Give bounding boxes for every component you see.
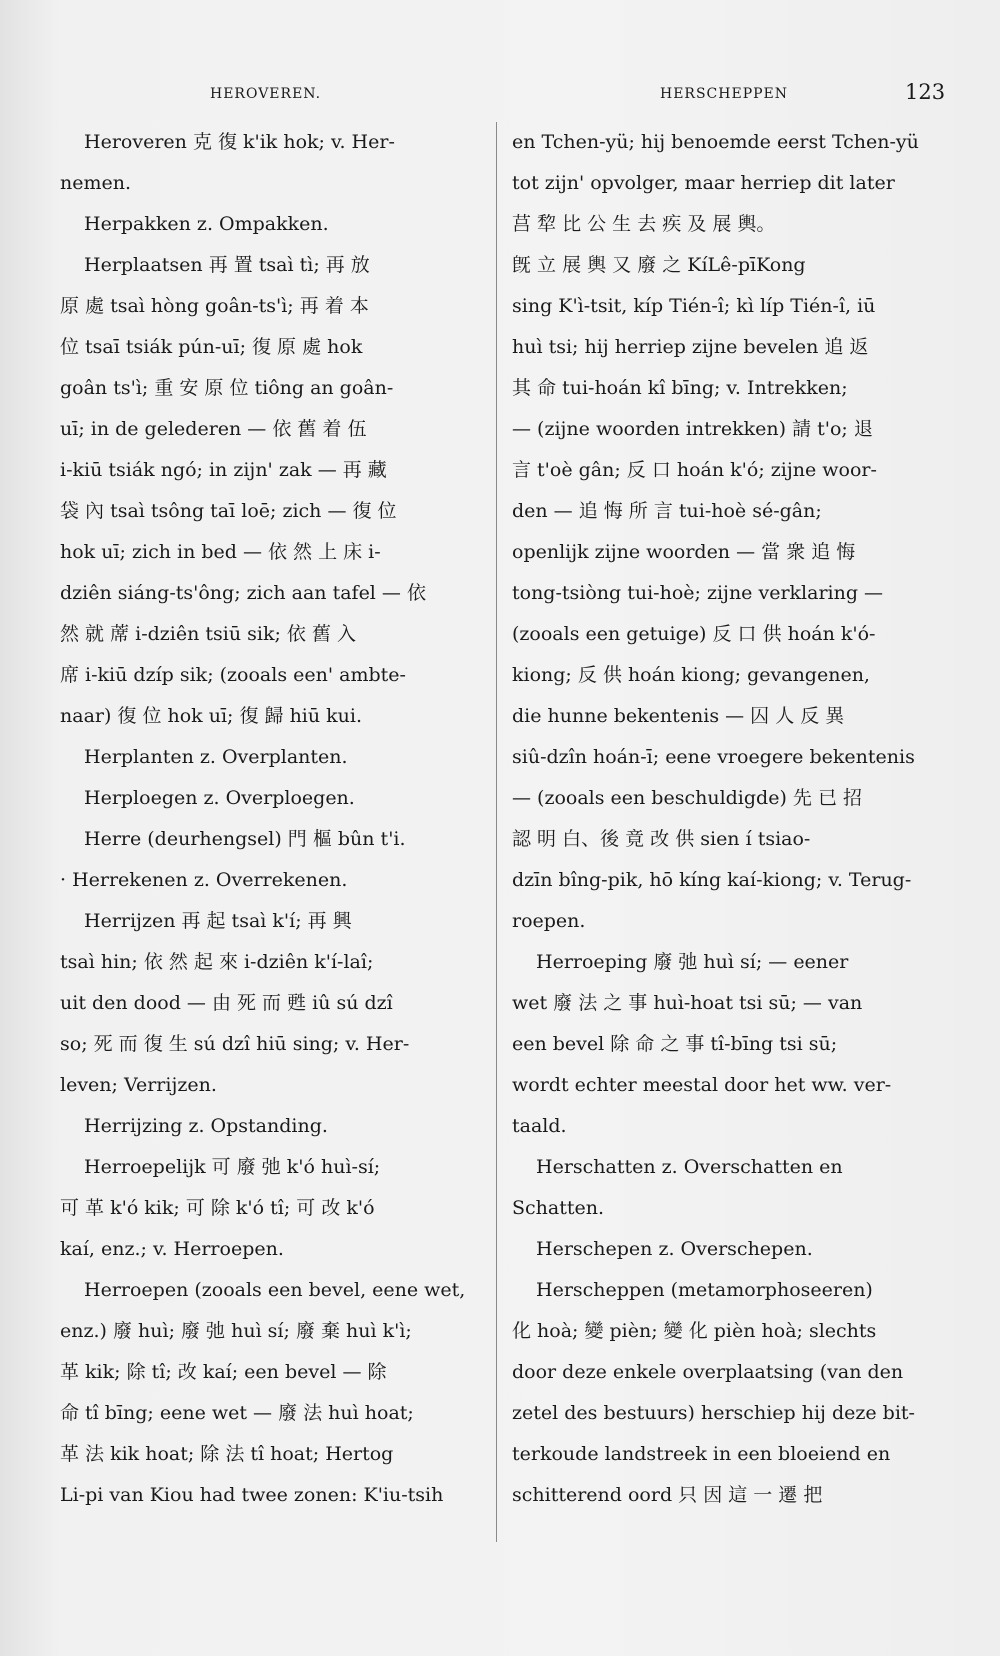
text-line: taald. [512,1115,567,1137]
text-line: Herpakken z. Ompakken. [84,213,329,235]
text-line: kiong; 反 供 hoán kiong; gevangenen, [512,664,870,686]
text-line: tot zijn' opvolger, maar herriep dit later [512,172,895,194]
text-line: uī; in de gelederen — 依 舊 着 伍 [60,418,367,440]
text-line: 其 命 tui-hoán kî bīng; v. Intrekken; [512,377,848,399]
text-line: dziên siáng-ts'ông; zich aan tafel — 依 [60,582,426,604]
text-line: sing K'ì-tsit, kíp Tién-î; kì líp Tién-î, iū [512,295,876,317]
text-line: 可 革 k'ó kik; 可 除 k'ó tî; 可 改 k'ó [60,1197,375,1219]
text-line: dzīn bîng-pik, hō kíng kaí-kiong; v. Terug- [512,869,912,891]
text-line: terkoude landstreek in een bloeiend en [512,1443,891,1465]
text-line: tsaì hin; 依 然 起 來 i-dziên k'í-laî; [60,951,374,973]
column-divider [496,122,497,1542]
text-line: nemen. [60,172,132,194]
text-line: enz.) 廢 huì; 廢 弛 huì sí; 廢 棄 huì k'ì; [60,1320,412,1342]
text-line: 袋 內 tsaì tsông taī loē; zich — 復 位 [60,500,397,522]
text-line: 位 tsaī tsiák pún-uī; 復 原 處 hok [60,336,363,358]
text-line: 言 t'oè gân; 反 口 hoán k'ó; zijne woor- [512,459,877,481]
text-line: Herroeping 廢 弛 huì sí; — eener [536,951,849,973]
text-line: goân ts'ì; 重 安 原 位 tiông an goân- [60,377,394,399]
text-line: Heroveren 克 復 k'ik hok; v. Her- [84,131,395,153]
text-line: den — 追 悔 所 言 tui-hoè sé-gân; [512,500,822,522]
text-line: i-kiū tsiák ngó; in zijn' zak — 再 藏 [60,459,387,481]
text-line: siû-dzîn hoán-ī; eene vroegere bekentenis [512,746,915,768]
text-line: wordt echter meestal door het ww. ver- [512,1074,892,1096]
text-line: Herrijzen 再 起 tsaì k'í; 再 興 [84,910,352,932]
text-line: Herploegen z. Overploegen. [84,787,355,809]
text-line: Herroepelijk 可 廢 弛 k'ó huì-sí; [84,1156,381,1178]
text-line: Herplaatsen 再 置 tsaì tì; 再 放 [84,254,370,276]
text-line: kaí, enz.; v. Herroepen. [60,1238,284,1260]
text-line: 化 hoà; 變 pièn; 變 化 pièn hoà; slechts [512,1320,877,1342]
text-line: Herschatten z. Overschatten en [536,1156,843,1178]
text-line: 然 就 蓆 i-dziên tsiū sik; 依 舊 入 [60,623,356,645]
text-line: — (zijne woorden intrekken) 請 t'o; 退 [512,418,873,440]
text-line: leven; Verrijzen. [60,1074,217,1096]
text-line: en Tchen-yü; hij benoemde eerst Tchen-yü [512,131,919,153]
text-line: Li-pi van Kiou had twee zonen: K'iu-tsih [60,1484,444,1506]
text-line: Schatten. [512,1197,605,1219]
text-line: 原 處 tsaì hòng goân-ts'ì; 再 着 本 [60,295,369,317]
text-line: so; 死 而 復 生 sú dzî hiū sing; v. Her- [60,1033,410,1055]
text-line: 莒 犂 比 公 生 去 疾 及 展 輿。 [512,213,776,235]
text-line: zetel des bestuurs) herschiep hij deze bit- [512,1402,915,1424]
text-line: roepen. [512,910,586,932]
text-line: Herscheppen (metamorphoseeren) [536,1279,873,1301]
header-left: HEROVEREN. [210,86,322,102]
text-line: (zooals een getuige) 反 口 供 hoán k'ó- [512,623,876,645]
text-line: uit den dood — 由 死 而 甦 iû sú dzî [60,992,393,1014]
text-line: 認 明 白、後 竟 改 供 sien í tsiao- [512,828,811,850]
text-line: Herre (deurhengsel) 門 樞 bûn t'i. [84,828,406,850]
text-line: 旣 立 展 輿 又 廢 之 KíLê-pīKong [512,254,806,276]
text-line: Herschepen z. Overschepen. [536,1238,813,1260]
text-line: Herplanten z. Overplanten. [84,746,348,768]
page-number: 123 [905,80,946,104]
text-line: · Herrekenen z. Overrekenen. [60,869,348,891]
text-line: wet 廢 法 之 事 huì-hoat tsi sū; — van [512,992,863,1014]
text-line: — (zooals een beschuldigde) 先 已 招 [512,787,862,809]
right-column [512,122,942,1642]
text-line: 革 法 kik hoat; 除 法 tî hoat; Hertog [60,1443,394,1465]
header-center: HERSCHEPPEN [660,86,789,102]
running-head [0,80,1000,110]
text-line: tong-tsiòng tui-hoè; zijne verklaring — [512,582,884,604]
text-line: huì tsi; hij herriep zijne bevelen 追 返 [512,336,869,358]
left-column [60,122,472,1642]
text-line: die hunne bekentenis — 囚 人 反 異 [512,705,845,727]
text-line: schitterend oord 只 因 這 一 遷 把 [512,1484,823,1506]
text-line: 革 kik; 除 tî; 改 kaí; een bevel — 除 [60,1361,387,1383]
text-line: naar) 復 位 hok uī; 復 歸 hiū kui. [60,705,363,727]
text-line: door deze enkele overplaatsing (van den [512,1361,904,1383]
text-line: Herroepen (zooals een bevel, eene wet, [84,1279,466,1301]
text-line: hok uī; zich in bed — 依 然 上 床 i- [60,541,381,563]
text-line: een bevel 除 命 之 事 tî-bīng tsi sū; [512,1033,838,1055]
text-line: Herrijzing z. Opstanding. [84,1115,328,1137]
text-line: openlijk zijne woorden — 當 衆 追 悔 [512,541,856,563]
text-line: 席 i-kiū dzíp sik; (zooals een' ambte- [60,664,406,686]
text-line: 命 tî bīng; eene wet — 廢 法 huì hoat; [60,1402,414,1424]
